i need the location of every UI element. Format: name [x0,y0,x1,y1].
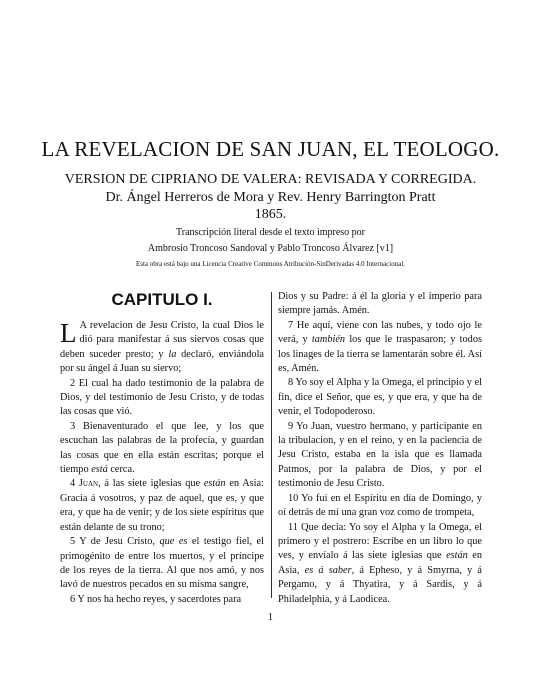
verse-7 [278,319,482,377]
verse-2: 2 El cual ha dado testimonio de la palabra de Dios, y del testimonio de Jesu Cristo, y de todas las cosas que vió. [60,377,264,418]
verse-4 [60,477,264,535]
verse-11-text-a: 11 Que decia: Yo soy el Alpha y la Omega, el primero y el postrero: Escribe en un libro lo que ves, y envíalo á las siete iglesias que [278,521,482,562]
verse-7-text-a: 7 He aquí, viene con las nubes, y todo ojo le verá, y [278,319,482,346]
verse-6-continued: Dios y su Padre: á él la gloria y el imperio para siempre jamás. Amén. [278,291,482,317]
verse-1-text-c: declaró, enviándola por su ángel á Juan su siervo; [60,348,264,375]
verse-7-text-c: los que le traspasaron; y todos los linages de la tierra se lamentarán sobre él. Así es, Amén. [278,334,482,375]
verse-8: 8 Yo soy el Alpha y la Omega, el principio y el fin, dice el Señor, que es, y que era, y que ha de venir, el Todopoderoso. [278,377,482,418]
verse-3-italic: está [91,464,108,476]
transcribers-line: Ambrosio Troncoso Sandoval y Pablo Troncoso Álvarez [v1] [147,243,394,254]
verse-11 [278,521,482,607]
verse-11-italic-1: están [446,550,468,562]
verse-9: 9 Yo Juan, vuestro hermano, y participante en la tribulacion, y en el reino, y en la paciencia de Jesu Cristo, estaba en la isla que es llamada Patmos, por la palabra de Dios, y por el testimonio de Jesu Cristo. [278,420,482,490]
version-line: VERSION DE CIPRIANO DE VALERA: REVISADA Y CORREGIDA. [64,172,477,187]
verse-3-text-a: 3 Bienaventurado el que lee, y los que escuchan las palabras de la profecía, y guardan las cosas que en ella están escritas; porque el tiempo [60,420,264,476]
verse-4-italic: están [203,478,226,490]
verse-5-text-a: 5 Y de Jesu Cristo, [70,536,160,548]
verse-11-text-e: , á Epheso, y á Smyrna, y á Pergamo, y á Thyatira, y á Sardis, y á Philadelphia, y á Laodicea. [278,564,482,605]
verse-5-italic: que es [159,536,188,548]
verse-5 [60,535,264,593]
transcription-line: Transcripción literal desde el texto impreso por [175,227,366,238]
verse-3-text-c: cerca. [107,464,135,476]
verse-7-italic: también [311,334,346,346]
right-column [278,290,482,607]
document-title: LA REVELACION DE SAN JUAN, EL TEOLOGO. [41,137,500,161]
year-line: 1865. [254,207,287,222]
chapter-heading: CAPITULO I. [111,290,213,309]
verse-4-text-c: en Asia: Gracia á vosotros, y paz de aquel, que es, y que era, y que ha de venir; y de los siete espíritus que están delante de su trono; [60,478,264,533]
page-number: 1 [267,612,274,623]
verse-3 [60,420,264,478]
verse-6: 6 Y nos ha hecho reyes, y sacerdotes para [70,593,242,605]
license-line: Esta obra está bajo una Licencia Creative Commons Atribución-SinDerivadas 4.0 Internacional. [135,260,406,268]
verse-10: 10 Yo fui en el Espíritu en día de Domingo, y oí detrás de mí una gran voz como de trompeta, [278,492,482,519]
verse-5-text-c: el testigo fiel, el primogénito de entre los muertos, y el príncipe de los reyes de la tierra. Al que nos amó, y nos lavó de nuestros pecados en su misma sangre, [60,536,264,591]
verse-1-italic: la [168,348,177,360]
drop-cap: L [60,318,77,348]
verse-4-name: Juan [78,478,99,490]
verse-1-text-a: A revelacion de Jesu Cristo, la cual Dios le dió para manifestar á sus siervos cosas que deben suceder presto; y [60,320,264,360]
verse-4-text-a: , á las siete iglesias que [98,478,204,490]
editors-line: Dr. Ángel Herreros de Mora y Rev. Henry Barrington Pratt [105,190,436,205]
verse-11-text-c: en Asia, [278,550,483,576]
column-divider [271,292,272,598]
verse-4-number: 4 [70,478,79,490]
verse-1 [60,319,264,377]
left-column [60,290,264,607]
verse-11-italic-2: es á saber [304,564,352,576]
